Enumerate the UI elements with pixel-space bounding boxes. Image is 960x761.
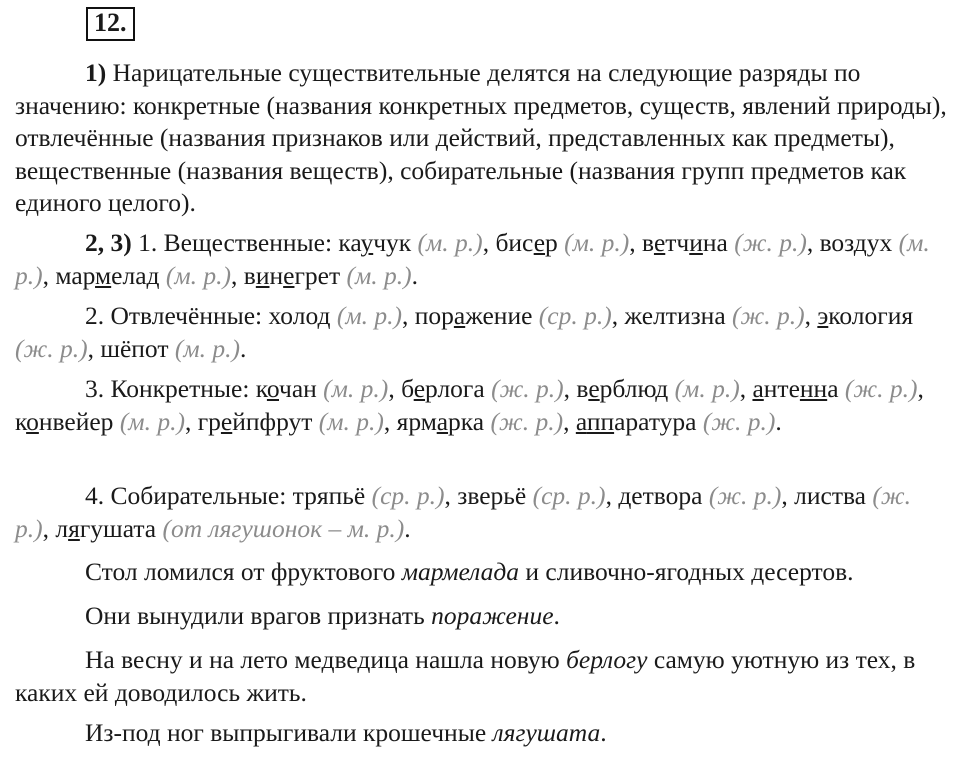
gender-note: (ср. р.) (532, 481, 606, 510)
paragraph-1 (15, 57, 950, 220)
word: конвейер (15, 406, 114, 436)
category-heading: 3. Конкретные: (85, 374, 256, 403)
gender-note: (м. р.) (174, 333, 241, 363)
gender-note: (м. р.) (674, 374, 740, 403)
gender-note: (от лягушонок – м. р.) (162, 513, 405, 543)
example-sentence-2: Они вынудили врагов признать поражение. (85, 601, 560, 630)
gender-note: (ж. р.) (15, 481, 911, 543)
word: поражение (414, 301, 533, 330)
gender-note: (м. р.) (564, 228, 630, 257)
category-heading: 2. Отвлечённые: (85, 301, 269, 330)
gender-note: (ж. р.) (734, 228, 807, 257)
example-sentence-3: На весну и на лето медведица нашла новую берлогу самую уютную из тех, в каких ей доводилось жить. (15, 645, 916, 707)
gender-note: (ср. р.) (538, 301, 612, 330)
highlighted-word: лягушата (492, 718, 601, 747)
category-heading: 4. Собирательные: (85, 481, 293, 510)
paragraph-concrete-nouns: 3. Конкретные: кочан (м. р.), берлога (ж. р.), верблюд (м. р.), антенна (ж. р.), конвейер (м. р.), грейпфрут (м. р.), ярмарка (ж. р.), аппаратура (ж. р.). (15, 374, 924, 436)
gender-note: (м. р.) (417, 228, 483, 257)
highlighted-word: мармелада (401, 557, 520, 586)
word: листва (794, 481, 866, 510)
gender-note: (ср. р.) (371, 481, 445, 510)
word: ветчина (642, 228, 728, 257)
paragraph-1-text: Нарицательные существительные делятся на следующие разряды по значению: конкретные (названия конкретных предметов, существ, явлений природы), отвлечённые (названия признаков или действий, представленных как предметы), вещественные (названия веществ), собирательные (названия групп предметов как единого целого). (15, 58, 947, 217)
gender-note: (ж. р.) (732, 301, 805, 330)
word: зверьё (457, 481, 527, 510)
word: каучук (338, 228, 412, 257)
word: кочан (255, 374, 317, 403)
gender-note: (ж. р.) (15, 333, 88, 363)
gender-note: (ж. р.) (491, 374, 564, 403)
word: лягушата (55, 513, 157, 543)
highlighted-word: поражение (431, 601, 554, 630)
paragraph-abstract-nouns: 2. Отвлечённые: холод (м. р.), поражение (ср. р.), желтизна (ж. р.), экология (ж. р.), шёпот (м. р.). (15, 301, 914, 363)
gender-note: (м. р.) (318, 406, 384, 436)
gender-note: (ж. р.) (708, 481, 782, 510)
paragraph-collective-nouns: 4. Собирательные: тряпьё (ср. р.), зверьё (ср. р.), детвора (ж. р.), листва (ж. р.), лягушата (от лягушонок – м. р.). (15, 481, 911, 543)
paragraph-material-nouns: 2, 3) 1. Вещественные: каучук (м. р.), бисер (м. р.), ветчина (ж. р.), воздух (м. р.), мармелад (м. р.), винегрет (м. р.). (15, 228, 930, 290)
gender-note: (м. р.) (346, 260, 412, 290)
category-heading: 1. Вещественные: (131, 228, 339, 257)
word: тряпьё (292, 481, 366, 510)
word: бисер (495, 228, 558, 257)
example-sentence-1: Стол ломился от фруктового мармелада и сливочно-ягодных десертов. (85, 557, 854, 586)
gender-note: (м. р.) (119, 406, 185, 436)
word: воздух (819, 228, 893, 257)
word: экология (817, 301, 914, 330)
word: мармелад (55, 260, 160, 290)
word: аппаратура (575, 406, 697, 436)
word: ярмарка (396, 406, 485, 436)
gender-note: (ж. р.) (702, 406, 776, 436)
task-number: 12. (86, 7, 135, 41)
word: грейпфрут (197, 406, 313, 436)
gender-note: (м. р.) (323, 374, 389, 403)
word: шёпот (100, 333, 169, 363)
example-sentence-4: Из-под ног выпрыгивали крошечные лягушата. (85, 718, 607, 747)
gender-note: (м. р.) (15, 228, 930, 290)
highlighted-word: берлогу (566, 645, 648, 674)
word: берлога (401, 374, 485, 403)
paragraph-1-label: 1) (85, 58, 107, 87)
gender-note: (м. р.) (336, 301, 402, 330)
gender-note: (ж. р.) (490, 406, 564, 436)
word: детвора (618, 481, 703, 510)
gender-note: (ж. р.) (844, 374, 918, 403)
word: верблюд (576, 374, 669, 403)
word: желтизна (624, 301, 726, 330)
word: холод (268, 301, 331, 330)
word: винегрет (243, 260, 341, 290)
gender-note: (м. р.) (165, 260, 232, 290)
word: антенна (752, 374, 839, 403)
paragraph-2-label: 2, 3) (85, 228, 132, 257)
